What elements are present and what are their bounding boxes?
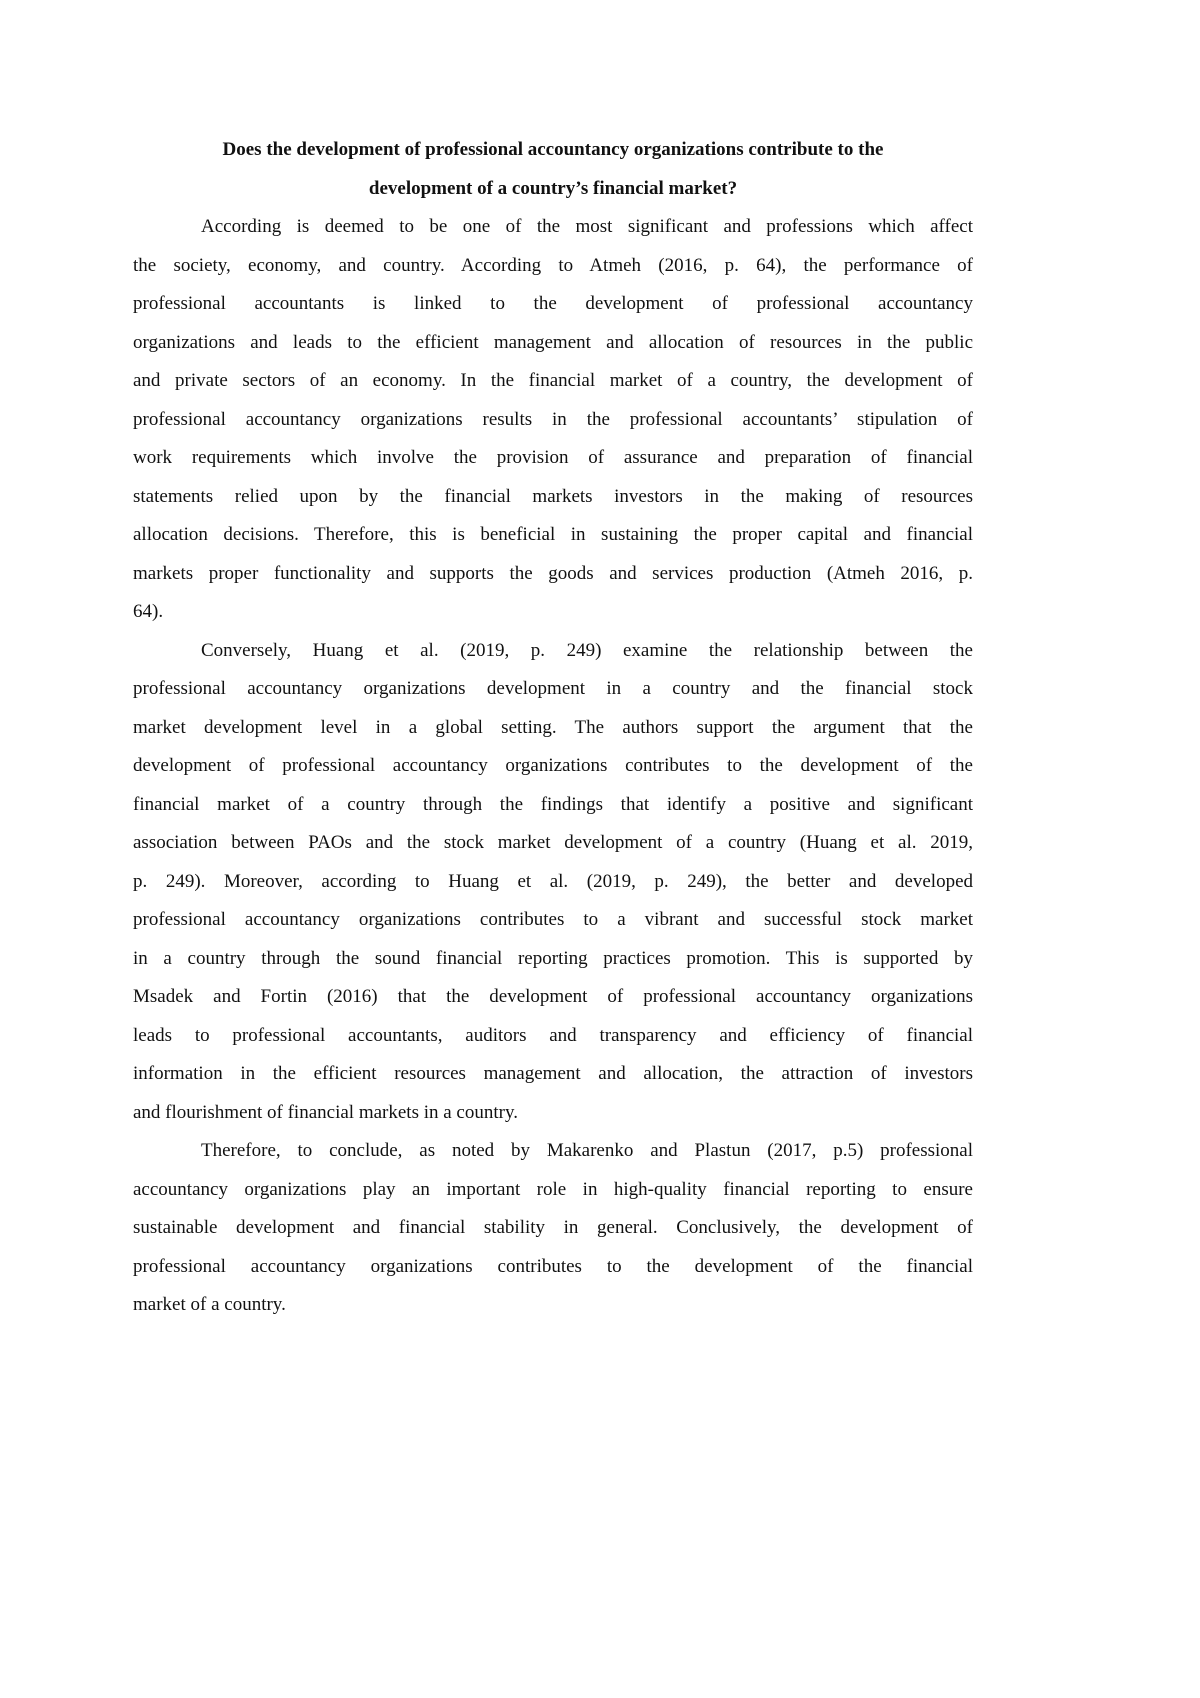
text-line: 64). bbox=[133, 601, 164, 622]
text-line: leads to professional accountants, auditors and transparency and efficiency of financial bbox=[133, 1024, 973, 1046]
text-line: and private sectors of an economy. In the financial market of a country, the development of bbox=[133, 370, 973, 391]
paragraph bbox=[133, 632, 973, 1133]
text-line: organizations and leads to the efficient management and allocation of resources in the public bbox=[133, 331, 973, 353]
text-line: in a country through the sound financial reporting practices promotion. This is supported by bbox=[133, 947, 973, 969]
document-page bbox=[133, 131, 973, 1325]
text-line: Msadek and Fortin (2016) that the development of professional accountancy organizations bbox=[133, 986, 973, 1007]
text-line: professional accountancy organizations contributes to the development of the financial bbox=[133, 1255, 973, 1277]
text-line: the society, economy, and country. According to Atmeh (2016, p. 64), the performance of bbox=[133, 254, 973, 276]
text-line: allocation decisions. Therefore, this is beneficial in sustaining the proper capital and financial bbox=[133, 524, 973, 545]
text-line: association between PAOs and the stock market development of a country (Huang et al. 2019, bbox=[133, 832, 973, 853]
text-line: p. 249). Moreover, according to Huang et al. (2019, p. 249), the better and developed bbox=[133, 870, 973, 892]
document-body bbox=[133, 208, 973, 1325]
text-line: professional accountancy organizations contributes to a vibrant and successful stock market bbox=[133, 909, 973, 930]
text-line: financial market of a country through the findings that identify a positive and significant bbox=[133, 793, 973, 815]
text-line: sustainable development and financial stability in general. Conclusively, the development of bbox=[133, 1217, 973, 1238]
text-line: market of a country. bbox=[133, 1294, 286, 1315]
text-line: According is deemed to be one of the most significant and professions which affect bbox=[201, 216, 973, 237]
text-line: accountancy organizations play an important role in high-quality financial reporting to ensure bbox=[133, 1178, 973, 1200]
title-line: Does the development of professional accountancy organizations contribute to the bbox=[222, 139, 884, 160]
paragraph bbox=[133, 208, 973, 632]
text-line: statements relied upon by the financial markets investors in the making of resources bbox=[133, 485, 973, 507]
text-line: professional accountancy organizations results in the professional accountants’ stipulation of bbox=[133, 408, 973, 430]
text-line: development of professional accountancy organizations contributes to the development of the bbox=[133, 755, 973, 776]
paragraph bbox=[133, 1132, 973, 1325]
text-line: Conversely, Huang et al. (2019, p. 249) examine the relationship between the bbox=[201, 639, 973, 661]
text-line: professional accountants is linked to the development of professional accountancy bbox=[133, 293, 973, 314]
document-title bbox=[133, 131, 973, 208]
text-line: professional accountancy organizations development in a country and the financial stock bbox=[133, 678, 973, 699]
title-line: development of a country’s financial market? bbox=[368, 177, 738, 199]
text-line: market development level in a global setting. The authors support the argument that the bbox=[133, 716, 973, 738]
text-line: work requirements which involve the provision of assurance and preparation of financial bbox=[133, 447, 973, 468]
text-line: markets proper functionality and supports the goods and services production (Atmeh 2016, p. bbox=[133, 562, 973, 584]
text-line: and flourishment of financial markets in a country. bbox=[133, 1101, 518, 1123]
text-line: information in the efficient resources management and allocation, the attraction of investors bbox=[133, 1063, 973, 1084]
text-line: Therefore, to conclude, as noted by Makarenko and Plastun (2017, p.5) professional bbox=[201, 1140, 973, 1161]
